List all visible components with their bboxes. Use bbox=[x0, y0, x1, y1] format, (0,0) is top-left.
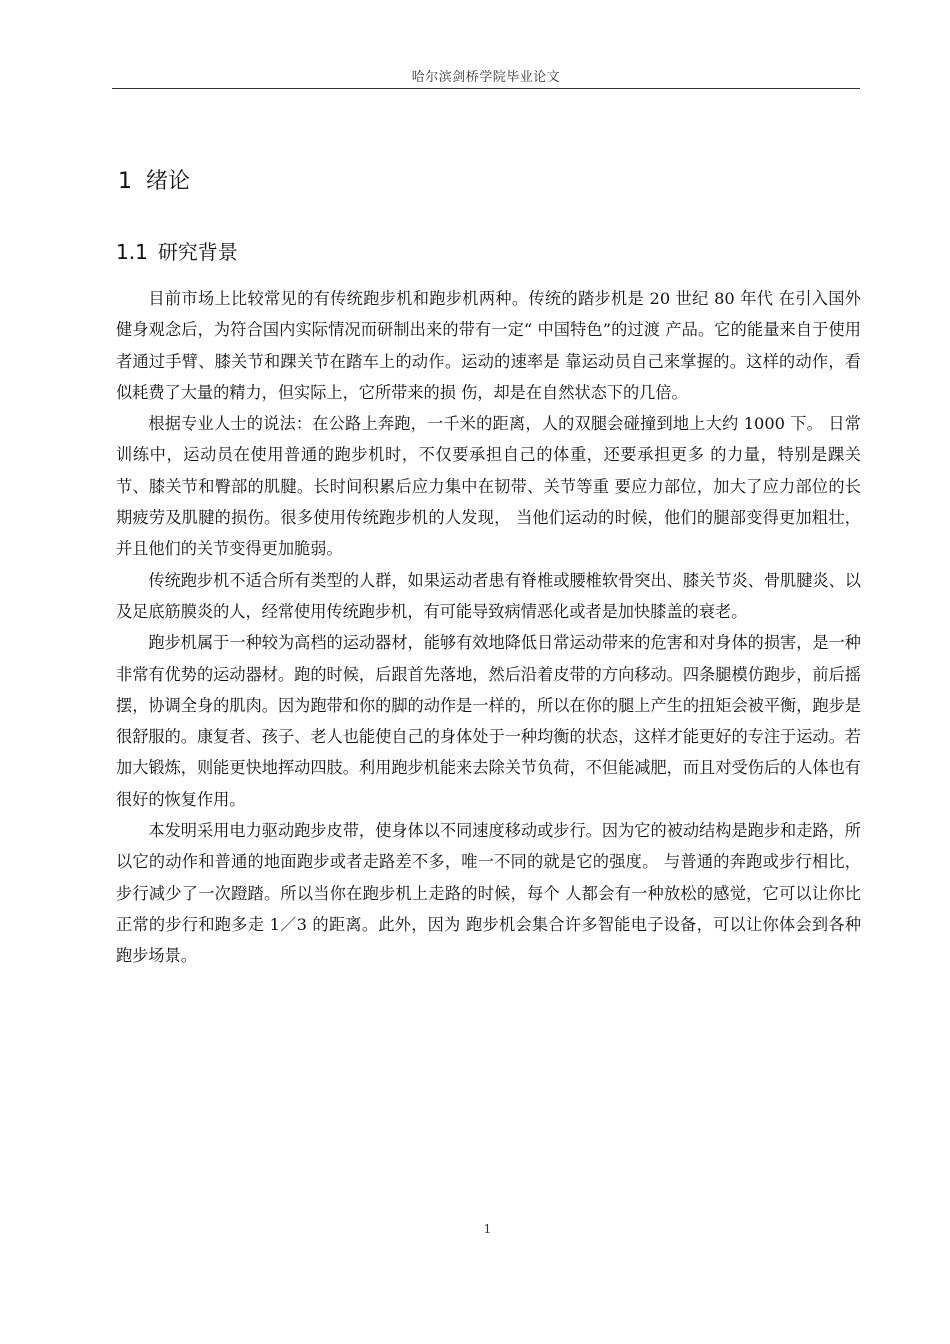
paragraph: 传统跑步机不适合所有类型的人群，如果运动者患有脊椎或腰椎软骨突出、膝关节炎、骨肌腱炎、以及足底筋膜炎的人，经常使用传统跑步机，有可能导致病情恶化或者是加快膝盖的衰老。 bbox=[116, 570, 861, 621]
chapter-heading bbox=[118, 164, 190, 195]
paragraph: 目前市场上比较常见的有传统跑步机和跑步机两种。传统的踏步机是 20 世纪 80 年代 在引入国外健身观念后，为符合国内实际情况而研制出来的带有一定“ 中国特色”的过渡 产品。它的能量来自于使用者通过手臂、膝关节和踝关节在踏车上的动作。运动的速率是 靠运动员自己来掌握的。这样的动作，看似耗费了大量的精力，但实际上，它所带来的损 伤，却是在自然状态下的几倍。 bbox=[116, 289, 861, 402]
section-number: 1.1 bbox=[116, 240, 148, 264]
running-header: 哈尔滨剑桥学院毕业论文 bbox=[411, 70, 561, 85]
chapter-title: 绪论 bbox=[146, 169, 191, 194]
paragraph: 跑步机属于一种较为高档的运动器材，能够有效地降低日常运动带来的危害和对身体的损害，是一种非常有优势的运动器材。跑的时候，后跟首先落地，然后沿着皮带的方向移动。四条腿模仿跑步，前后摇摆，协调全身的肌肉。因为跑带和你的脚的动作是一样的，所以在你的腿上产生的扭矩会被平衡，跑步是很舒服的。康复者、孩子、老人也能使自己的身体处于一种均衡的状态，这样才能更好的专注于运动。若加大锻炼，则能更快地挥动四肢。利用跑步机能来去除关节负荷，不但能减肥，而且对受伤后的人体也有很好的恢复作用。 bbox=[116, 633, 861, 809]
header-rule bbox=[112, 88, 860, 89]
section-heading bbox=[116, 236, 238, 265]
body-text bbox=[116, 283, 861, 972]
chapter-number: 1 bbox=[118, 169, 132, 194]
paragraph: 本发明采用电力驱动跑步皮带，使身体以不同速度移动或步行。因为它的被动结构是跑步和走路，所以它的动作和普通的地面跑步或者走路差不多，唯一不同的就是它的强度。 与普通的奔跑或步行相比，步行减少了一次蹬踏。所以当你在跑步机上走路的时候，每个 人都会有一种放松的感觉，它可以让你比正常的步行和跑多走 1／3 的距离。此外，因为 跑步机会集合许多智能电子设备，可以让你体会到各种跑步场景。 bbox=[116, 821, 862, 966]
paragraph: 根据专业人士的说法：在公路上奔跑，一千米的距离，人的双腿会碰撞到地上大约 1000 下。 日常训练中，运动员在使用普通的跑步机时，不仅要承担自己的体重，还要承担更多 的力量，特别是踝关节、膝关节和臀部的肌腱。长时间积累后应力集中在韧带、关节等重 要应力部位，加大了应力部位的长期疲劳及肌腱的损伤。很多使用传统跑步机的人发现， 当他们运动的时候，他们的腿部变得更加粗壮，并且他们的关节变得更加脆弱。 bbox=[116, 414, 861, 559]
section-title: 研究背景 bbox=[157, 240, 238, 264]
page-number: 1 bbox=[483, 1222, 492, 1236]
